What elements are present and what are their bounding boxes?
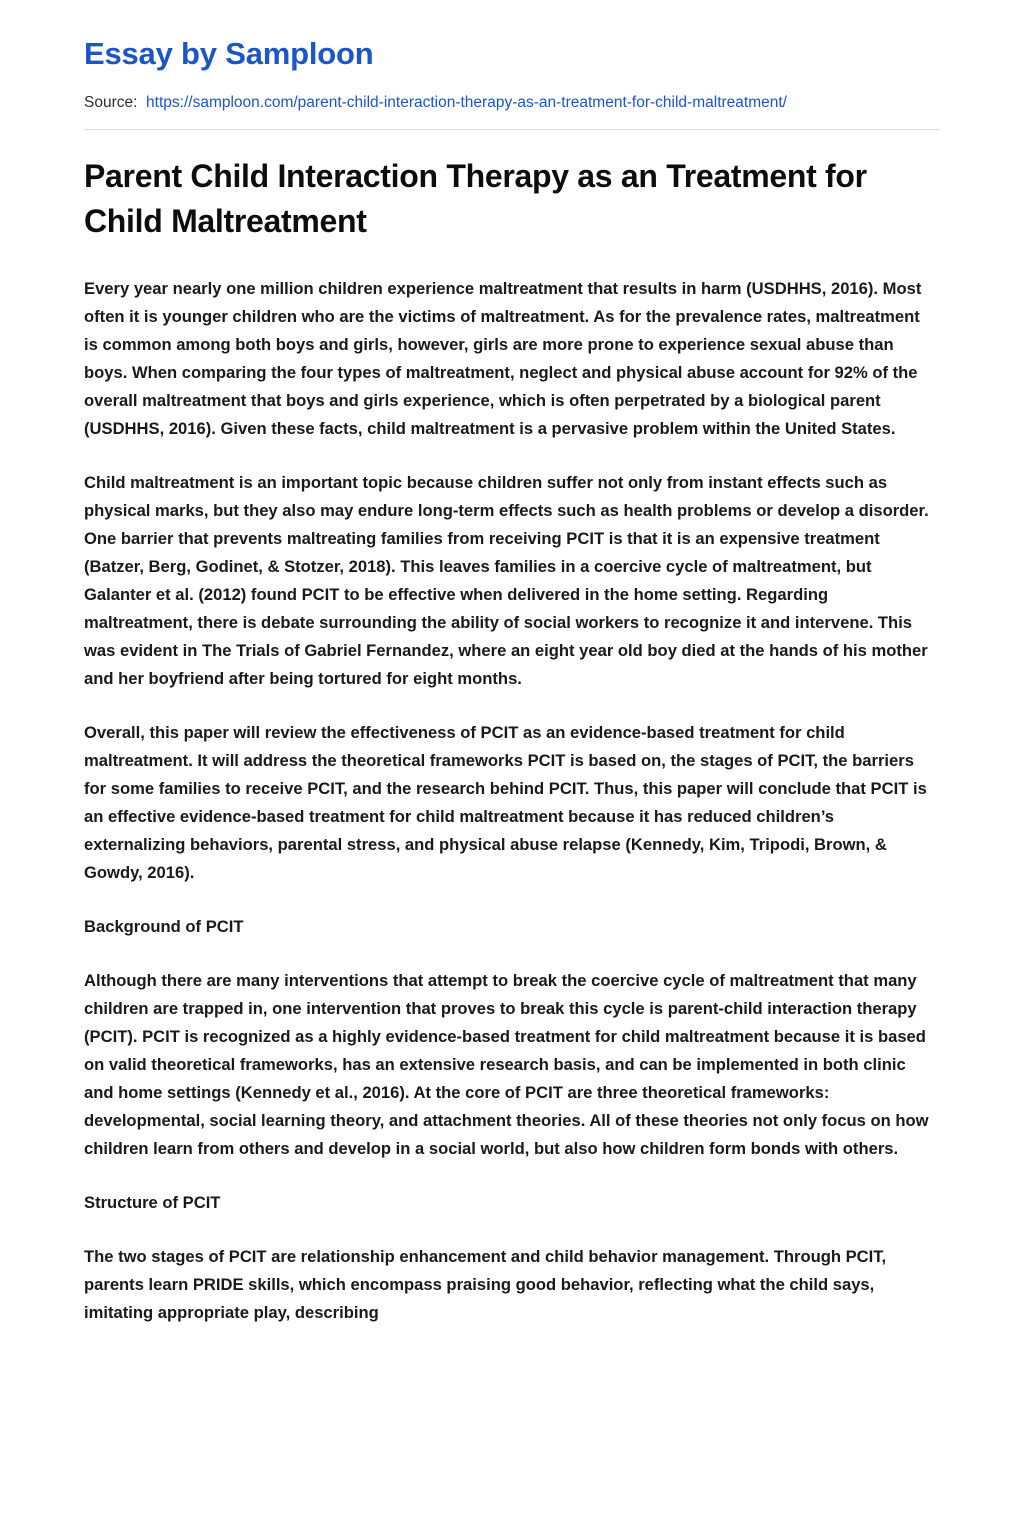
document-body xyxy=(84,244,936,1327)
section-subheading: Background of PCIT xyxy=(84,917,244,936)
source-url-link[interactable]: https://samploon.com/parent-child-interaction-therapy-as-an-treatment-for-child-maltreatment/ xyxy=(146,94,787,111)
body-paragraph: Every year nearly one million children experience maltreatment that results in harm (USDHHS, 2016). Most often it is younger children who are the victims of maltreatment. As for the prevalence rates, maltreatment is common among both boys and girls, however, girls are more prone to experience sexual abuse than boys. When comparing the four types of maltreatment, neglect and physical abuse account for 92% of the overall maltreatment that boys and girls experience, which is often perpetrated by a biological parent (USDHHS, 2016). Given these facts, child maltreatment is a pervasive problem within the United States. xyxy=(84,279,922,438)
source-line xyxy=(84,90,940,116)
body-paragraph: Overall, this paper will review the effectiveness of PCIT as an evidence-based treatment for child maltreatment. It will address the theoretical frameworks PCIT is based on, the stages of PCIT, the barriers for some families to receive PCIT, and the research behind PCIT. Thus, this paper will conclude that PCIT is an effective evidence-based treatment for child maltreatment because it has reduced children’s externalizing behaviors, parental stress, and physical abuse relapse (Kennedy, Kim, Tripodi, Brown, & Gowdy, 2016). xyxy=(84,723,927,882)
page-title: Parent Child Interaction Therapy as an Treatment for Child Maltreatment xyxy=(84,158,867,239)
section-subheading: Structure of PCIT xyxy=(84,1193,221,1212)
site-logo: Essay by Samploon xyxy=(84,36,374,71)
body-paragraph: Child maltreatment is an important topic because children suffer not only from instant effects such as physical marks, but they also may endure long-term effects such as health problems or develop a disorder. One barrier that prevents maltreating families from receiving PCIT is that it is an expensive treatment (Batzer, Berg, Godinet, & Stotzer, 2018). This leaves families in a coercive cycle of maltreatment, but Galanter et al. (2012) found PCIT to be effective when delivered in the home setting. Regarding maltreatment, there is debate surrounding the ability of social workers to recognize it and intervene. This was evident in The Trials of Gabriel Fernandez, where an eight year old boy died at the hands of his mother and her boyfriend after being tortured for eight months. xyxy=(84,473,929,688)
body-paragraph: The two stages of PCIT are relationship enhancement and child behavior management. Through PCIT, parents learn PRIDE skills, which encompass praising good behavior, reflecting what the child says, imitating appropriate play, describing xyxy=(84,1247,887,1322)
source-label: Source: xyxy=(84,94,138,111)
body-paragraph: Although there are many interventions that attempt to break the coercive cycle of maltreatment that many children are trapped in, one intervention that proves to break this cycle is parent-child interaction therapy (PCIT). PCIT is recognized as a highly evidence-based treatment for child maltreatment because it is based on valid theoretical frameworks, has an extensive research basis, and can be implemented in both clinic and home settings (Kennedy et al., 2016). At the core of PCIT are three theoretical frameworks: developmental, social learning theory, and attachment theories. All of these theories not only focus on how children learn from others and develop in a social world, but also how children form bonds with others. xyxy=(84,971,929,1158)
